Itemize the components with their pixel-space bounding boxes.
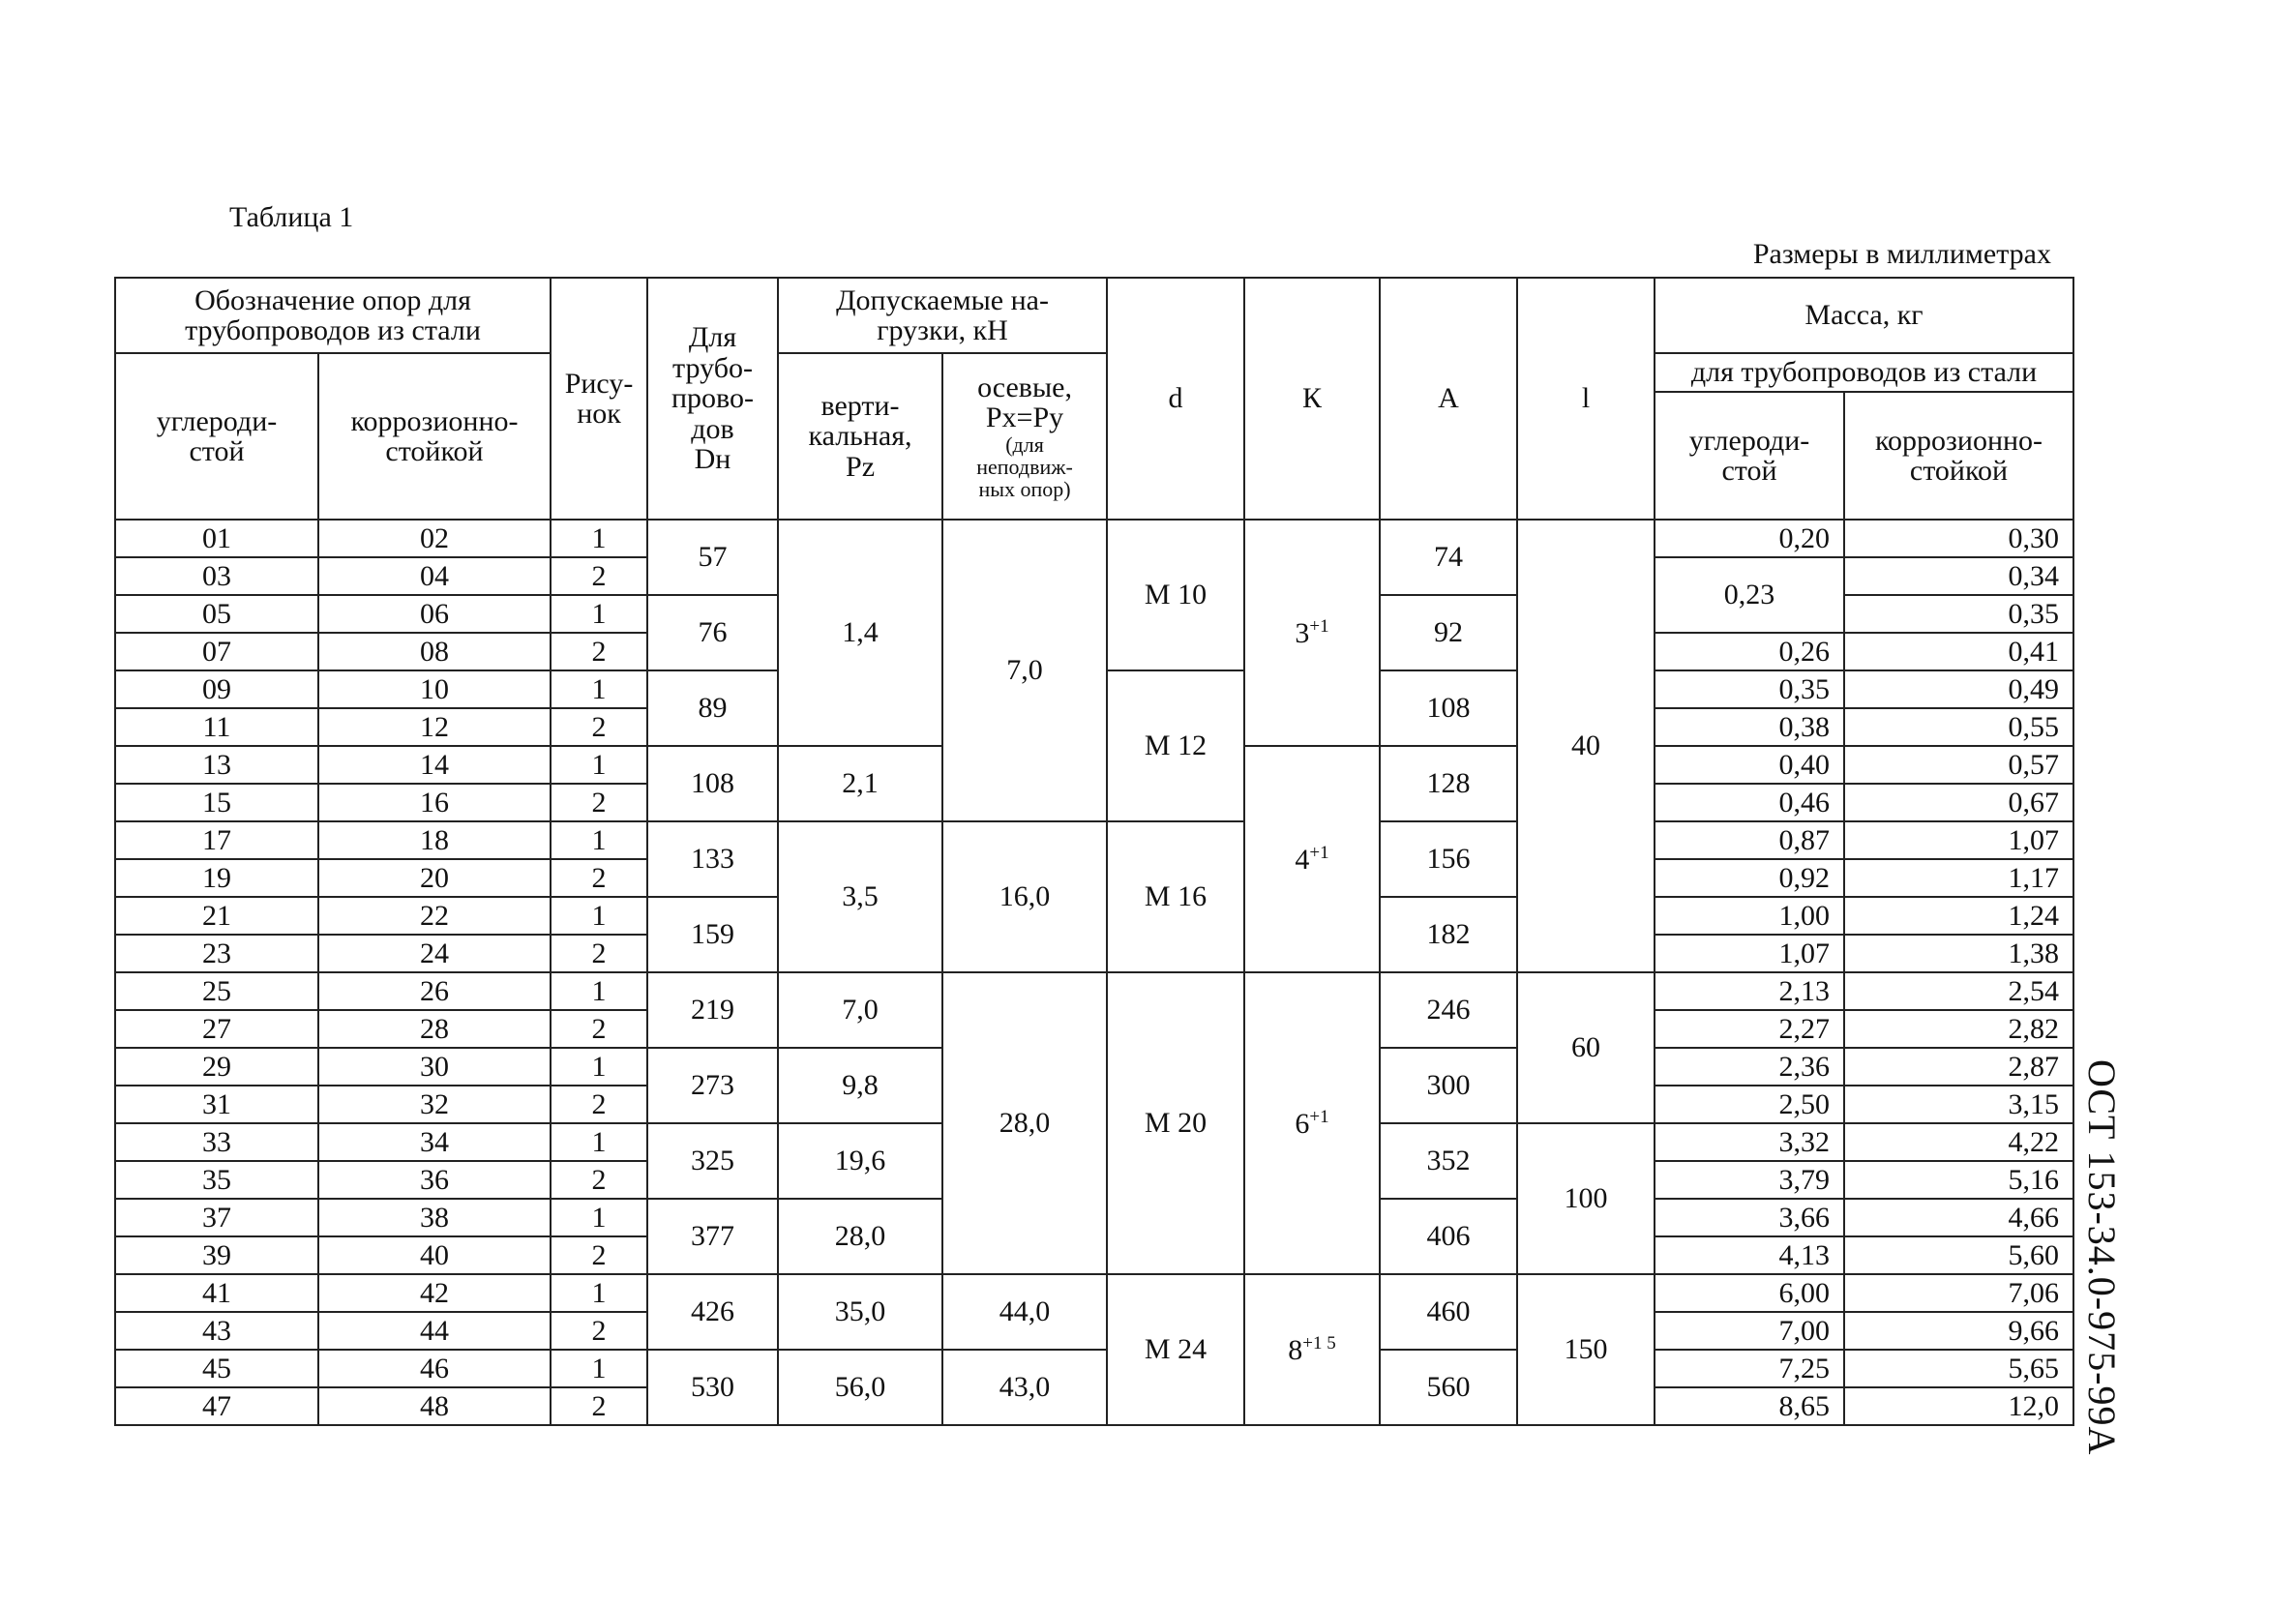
mass-sub-header: для трубопроводов из стали [1655, 353, 2073, 392]
mass-corrosion-cell: 1,38 [1844, 935, 2073, 972]
a-dimension-cell: 406 [1380, 1199, 1517, 1274]
mass-corrosion-cell: 0,41 [1844, 633, 2073, 670]
corrosion-designation-cell: 12 [318, 708, 551, 746]
figure-cell: 2 [551, 784, 647, 821]
mass-corrosion-cell: 2,87 [1844, 1048, 2073, 1086]
designation-header: Обозначение опор для трубопроводов из стали [115, 278, 551, 353]
figure-cell: 2 [551, 859, 647, 897]
mass-carbon-cell: 2,50 [1655, 1086, 1844, 1123]
corrosion-designation-cell: 06 [318, 595, 551, 633]
mass-corrosion-cell: 3,15 [1844, 1086, 2073, 1123]
corrosion-designation-cell: 10 [318, 670, 551, 708]
k-header: К [1244, 278, 1380, 520]
k-dimension-cell [1244, 1274, 1380, 1425]
mass-carbon-cell: 7,00 [1655, 1312, 1844, 1350]
a-dimension-cell: 460 [1380, 1274, 1517, 1350]
figure-cell: 1 [551, 972, 647, 1010]
carbon-designation-cell: 47 [115, 1387, 318, 1425]
l-header: l [1517, 278, 1655, 520]
carbon-designation-cell: 07 [115, 633, 318, 670]
axial-load-cell: 44,0 [942, 1274, 1107, 1350]
corrosion-designation-cell: 18 [318, 821, 551, 859]
a-dimension-cell: 128 [1380, 746, 1517, 821]
pipe-header: Для трубо- прово- дов Dн [647, 278, 778, 520]
pipe-diameter-cell: 377 [647, 1199, 778, 1274]
carbon-designation-cell: 43 [115, 1312, 318, 1350]
figure-cell: 1 [551, 897, 647, 935]
table-caption: Таблица 1 [229, 201, 354, 233]
mass-carbon-cell: 0,92 [1655, 859, 1844, 897]
mass-corrosion-cell: 7,06 [1844, 1274, 2073, 1312]
figure-cell: 1 [551, 1123, 647, 1161]
carbon-designation-cell: 39 [115, 1236, 318, 1274]
k-dimension-cell [1244, 520, 1380, 746]
k-dimension-cell [1244, 746, 1380, 972]
mass-corrosion-cell: 5,65 [1844, 1350, 2073, 1387]
pipe-diameter-cell: 89 [647, 670, 778, 746]
corrosion-designation-cell: 04 [318, 557, 551, 595]
corrosion-designation-cell: 02 [318, 520, 551, 557]
header-row-1 [115, 278, 2073, 353]
thread-d-cell: М 24 [1107, 1274, 1244, 1425]
mass-corrosion-cell: 0,49 [1844, 670, 2073, 708]
figure-cell: 1 [551, 1274, 647, 1312]
axial-note: (для неподвиж- ных опор) [976, 432, 1073, 502]
table-row [115, 821, 2073, 859]
mass-corrosion-cell: 1,24 [1844, 897, 2073, 935]
mass-corrosion-cell: 1,07 [1844, 821, 2073, 859]
mass-corrosion-cell: 2,82 [1844, 1010, 2073, 1048]
mass-carbon-cell: 0,23 [1655, 557, 1844, 633]
mass-carbon-cell: 2,27 [1655, 1010, 1844, 1048]
figure-cell: 2 [551, 1236, 647, 1274]
mass-corrosion-cell: 0,55 [1844, 708, 2073, 746]
figure-cell: 1 [551, 595, 647, 633]
document-code: ОСТ 153-34.0-975-99А [2080, 1059, 2124, 1456]
carbon-designation-cell: 19 [115, 859, 318, 897]
mass-carbon-cell: 7,25 [1655, 1350, 1844, 1387]
thread-d-cell: М 10 [1107, 520, 1244, 670]
mass-carbon-cell: 0,20 [1655, 520, 1844, 557]
figure-cell: 1 [551, 520, 647, 557]
corrosion-designation-cell: 48 [318, 1387, 551, 1425]
carbon-designation-cell: 41 [115, 1274, 318, 1312]
figure-cell: 2 [551, 1010, 647, 1048]
figure-cell: 2 [551, 1387, 647, 1425]
mass-corrosion-cell: 0,35 [1844, 595, 2073, 633]
k-dimension-cell [1244, 972, 1380, 1274]
a-dimension-cell: 560 [1380, 1350, 1517, 1425]
k-base: 4 [1295, 843, 1310, 876]
axial-load-cell: 16,0 [942, 821, 1107, 972]
figure-cell: 2 [551, 633, 647, 670]
vertical-load-cell: 19,6 [778, 1123, 942, 1199]
corrosion-designation-cell: 46 [318, 1350, 551, 1387]
pipe-diameter-cell: 133 [647, 821, 778, 897]
mass-carbon-cell: 3,79 [1655, 1161, 1844, 1199]
table-row [115, 1350, 2073, 1387]
axial-load-cell: 28,0 [942, 972, 1107, 1274]
carbon-designation-cell: 29 [115, 1048, 318, 1086]
mass-carbon-cell: 2,13 [1655, 972, 1844, 1010]
a-dimension-cell: 352 [1380, 1123, 1517, 1199]
pipe-diameter-cell: 426 [647, 1274, 778, 1350]
carbon-designation-cell: 13 [115, 746, 318, 784]
carbon-designation-cell: 21 [115, 897, 318, 935]
mass-corrosion-cell: 0,57 [1844, 746, 2073, 784]
figure-cell: 1 [551, 821, 647, 859]
carbon-designation-cell: 05 [115, 595, 318, 633]
k-base: 3 [1295, 616, 1310, 649]
mass-carbon-cell: 4,13 [1655, 1236, 1844, 1274]
vertical-load-cell: 7,0 [778, 972, 942, 1048]
figure-cell: 1 [551, 746, 647, 784]
mass-corrosion-cell: 5,16 [1844, 1161, 2073, 1199]
pipe-diameter-cell: 57 [647, 520, 778, 595]
pipe-diameter-cell: 273 [647, 1048, 778, 1123]
mass-carbon-cell: 0,87 [1655, 821, 1844, 859]
l-dimension-cell: 40 [1517, 520, 1655, 972]
mass-corrosion-cell: 0,30 [1844, 520, 2073, 557]
l-dimension-cell: 100 [1517, 1123, 1655, 1274]
carbon-designation-cell: 17 [115, 821, 318, 859]
carbon-designation-cell: 35 [115, 1161, 318, 1199]
supports-table [114, 277, 2074, 1426]
figure-cell: 1 [551, 1350, 647, 1387]
carbon-designation-cell: 01 [115, 520, 318, 557]
carbon-designation-cell: 15 [115, 784, 318, 821]
corrosion-designation-cell: 40 [318, 1236, 551, 1274]
vertical-load-cell: 28,0 [778, 1199, 942, 1274]
carbon-designation-cell: 11 [115, 708, 318, 746]
units-note: Размеры в миллиметрах [1752, 238, 2051, 270]
a-dimension-cell: 74 [1380, 520, 1517, 595]
corrosion-designation-cell: 14 [318, 746, 551, 784]
mass-corrosion-cell: 4,22 [1844, 1123, 2073, 1161]
mass-carbon-cell: 1,07 [1655, 935, 1844, 972]
a-dimension-cell: 156 [1380, 821, 1517, 897]
mass-carbon-cell: 0,46 [1655, 784, 1844, 821]
corrosion-designation-cell: 38 [318, 1199, 551, 1236]
mass-corrosion-cell: 2,54 [1844, 972, 2073, 1010]
vertical-load-cell: 2,1 [778, 746, 942, 821]
axial-header [942, 353, 1107, 520]
k-tolerance: +1 [1309, 615, 1329, 637]
table-body [115, 278, 2073, 1425]
pipe-diameter-cell: 108 [647, 746, 778, 821]
mass-carbon-cell: 3,32 [1655, 1123, 1844, 1161]
corrosion-designation-cell: 30 [318, 1048, 551, 1086]
figure-cell: 2 [551, 935, 647, 972]
corrosion-designation-cell: 42 [318, 1274, 551, 1312]
mass-corrosion-cell: 1,17 [1844, 859, 2073, 897]
mass-carbon-cell: 0,35 [1655, 670, 1844, 708]
vertical-load-cell: 9,8 [778, 1048, 942, 1123]
vertical-load-cell: 1,4 [778, 520, 942, 746]
l-dimension-cell: 150 [1517, 1274, 1655, 1425]
axial-load-cell: 43,0 [942, 1350, 1107, 1425]
vertical-load-cell: 3,5 [778, 821, 942, 972]
carbon-designation-cell: 03 [115, 557, 318, 595]
carbon-designation-cell: 37 [115, 1199, 318, 1236]
carbon-designation-cell: 45 [115, 1350, 318, 1387]
thread-d-cell: М 16 [1107, 821, 1244, 972]
pipe-diameter-cell: 159 [647, 897, 778, 972]
corrosion-designation-cell: 36 [318, 1161, 551, 1199]
a-dimension-cell: 246 [1380, 972, 1517, 1048]
carbon-designation-cell: 23 [115, 935, 318, 972]
l-dimension-cell: 60 [1517, 972, 1655, 1123]
axial-load-cell: 7,0 [942, 520, 1107, 821]
carbon-designation-cell: 33 [115, 1123, 318, 1161]
k-tolerance: +1 [1309, 842, 1329, 863]
mass-carbon-cell: 0,38 [1655, 708, 1844, 746]
a-dimension-cell: 108 [1380, 670, 1517, 746]
carbon-designation-cell: 27 [115, 1010, 318, 1048]
figure-cell: 1 [551, 670, 647, 708]
corrosion-designation-cell: 16 [318, 784, 551, 821]
corrosion-designation-cell: 26 [318, 972, 551, 1010]
thread-d-cell: М 20 [1107, 972, 1244, 1274]
figure-cell: 2 [551, 1312, 647, 1350]
figure-header: Рису- нок [551, 278, 647, 520]
corrosion-designation-cell: 34 [318, 1123, 551, 1161]
a-header: А [1380, 278, 1517, 520]
vertical-load-cell: 35,0 [778, 1274, 942, 1350]
carbon-designation-cell: 31 [115, 1086, 318, 1123]
k-tolerance: +1 5 [1302, 1332, 1336, 1354]
pipe-diameter-cell: 76 [647, 595, 778, 670]
pipe-diameter-cell: 325 [647, 1123, 778, 1199]
mass-carbon-cell: 1,00 [1655, 897, 1844, 935]
carbon-designation-cell: 09 [115, 670, 318, 708]
axial-label: осевые, Px=Py [977, 371, 1072, 434]
figure-cell: 1 [551, 1199, 647, 1236]
mass-header: Масса, кг [1655, 278, 2073, 353]
k-base: 8 [1288, 1333, 1303, 1366]
corrosion-designation-cell: 28 [318, 1010, 551, 1048]
mass-corrosion-header: коррозионно- стойкой [1844, 392, 2073, 520]
mass-corrosion-cell: 0,67 [1844, 784, 2073, 821]
corrosion-designation-cell: 24 [318, 935, 551, 972]
mass-carbon-cell: 0,40 [1655, 746, 1844, 784]
table-row [115, 520, 2073, 557]
mass-corrosion-cell: 4,66 [1844, 1199, 2073, 1236]
a-dimension-cell: 300 [1380, 1048, 1517, 1123]
table-row [115, 1274, 2073, 1312]
pipe-diameter-cell: 530 [647, 1350, 778, 1425]
vertical-load-cell: 56,0 [778, 1350, 942, 1425]
mass-carbon-header: углероди- стой [1655, 392, 1844, 520]
mass-corrosion-cell: 0,34 [1844, 557, 2073, 595]
corrosion-designation-cell: 20 [318, 859, 551, 897]
figure-cell: 2 [551, 1161, 647, 1199]
mass-corrosion-cell: 5,60 [1844, 1236, 2073, 1274]
figure-cell: 2 [551, 557, 647, 595]
mass-carbon-cell: 8,65 [1655, 1387, 1844, 1425]
figure-cell: 2 [551, 708, 647, 746]
header-row-2 [115, 353, 2073, 392]
carbon-header: углероди- стой [115, 353, 318, 520]
pipe-diameter-cell: 219 [647, 972, 778, 1048]
loads-header: Допускаемые на- грузки, кН [778, 278, 1107, 353]
mass-carbon-cell: 2,36 [1655, 1048, 1844, 1086]
figure-cell: 2 [551, 1086, 647, 1123]
corrosion-header: коррозионно- стойкой [318, 353, 551, 520]
figure-cell: 1 [551, 1048, 647, 1086]
mass-carbon-cell: 6,00 [1655, 1274, 1844, 1312]
corrosion-designation-cell: 22 [318, 897, 551, 935]
corrosion-designation-cell: 44 [318, 1312, 551, 1350]
mass-corrosion-cell: 12,0 [1844, 1387, 2073, 1425]
corrosion-designation-cell: 08 [318, 633, 551, 670]
corrosion-designation-cell: 32 [318, 1086, 551, 1123]
thread-d-cell: М 12 [1107, 670, 1244, 821]
table-row [115, 972, 2073, 1010]
mass-carbon-cell: 3,66 [1655, 1199, 1844, 1236]
k-tolerance: +1 [1309, 1106, 1329, 1127]
d-header: d [1107, 278, 1244, 520]
a-dimension-cell: 182 [1380, 897, 1517, 972]
mass-corrosion-cell: 9,66 [1844, 1312, 2073, 1350]
k-base: 6 [1295, 1107, 1310, 1140]
carbon-designation-cell: 25 [115, 972, 318, 1010]
a-dimension-cell: 92 [1380, 595, 1517, 670]
mass-carbon-cell: 0,26 [1655, 633, 1844, 670]
vertical-header: верти- кальная, Pz [778, 353, 942, 520]
